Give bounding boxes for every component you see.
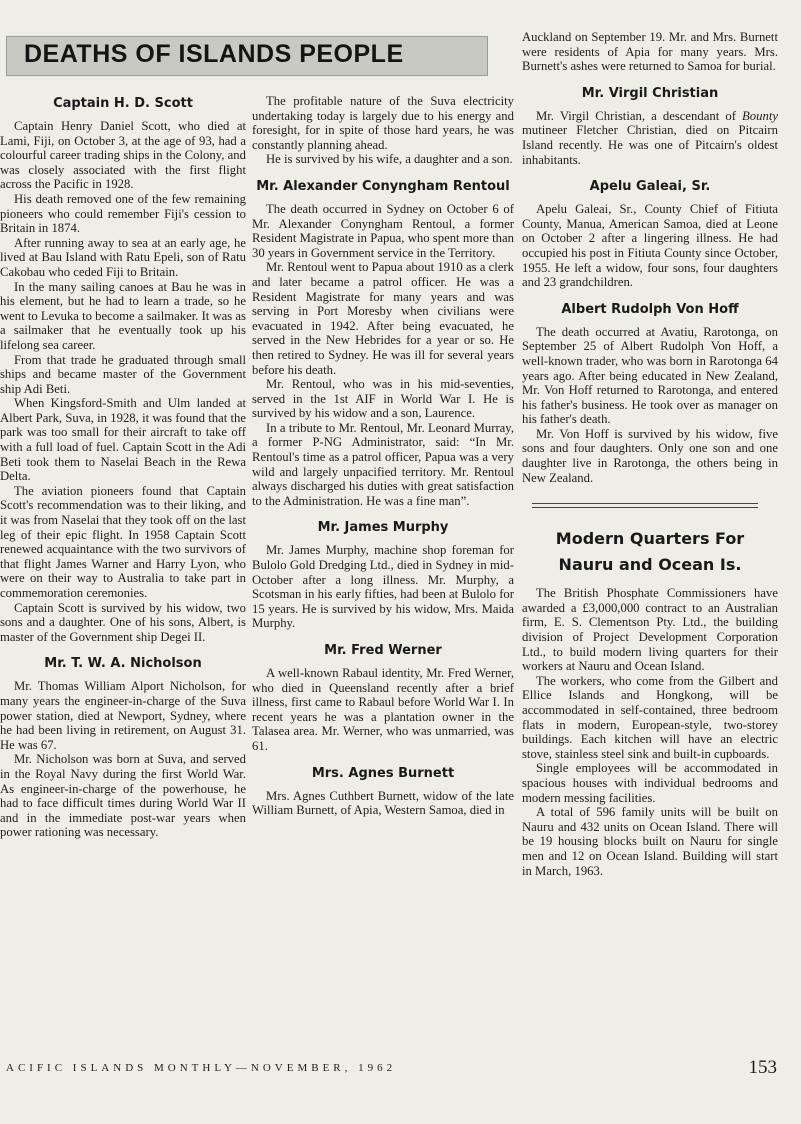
werner-paragraph-1: A well-known Rabaul identity, Mr. Fred Werner, who died in Queensland recently after a brief illness, first came to Rabaul before World War I. In recent years he was a plantation owner in the Talasea area. Mr. Werner, who was unmarried, was 61. bbox=[252, 666, 514, 753]
heading-scott: Captain H. D. Scott bbox=[53, 96, 193, 111]
murphy-paragraph-1: Mr. James Murphy, machine shop foreman for Bulolo Gold Dredging Ltd., died in Sydney in mid-October after a long illness. Mr. Murphy, a Scotsman in his early fifties, had been at Bulolo for 15 years. He is survived by his widow, Mrs. Maida Murphy. bbox=[252, 543, 514, 631]
page-number: 153 bbox=[748, 1057, 777, 1078]
burnett-paragraph-1: Mrs. Agnes Cuthbert Burnett, widow of the late William Burnett, of Apia, Western Samoa, died in bbox=[252, 788, 514, 818]
christian-text-b: mutineer Fletcher Christian, died on Pitcairn Island recently. He was one of Pitcairn's oldest inhabitants. bbox=[522, 123, 778, 167]
heading-vonhoff: Albert Rudolph Von Hoff bbox=[561, 301, 739, 317]
scott-paragraph-4: In the many sailing canoes at Bau he was in his element, but he had to learn a trade, so he went to Levuka to become a sailmaker. It was as a sailmaker that he eventually took up his lifelong sea career. bbox=[0, 279, 246, 352]
scott-paragraph-8: Captain Scott is survived by his widow, two sons and a daughter. One of his sons, Albert, is master of the Government ship Degei II. bbox=[0, 600, 246, 644]
scott-paragraph-7: The aviation pioneers found that Captain Scott's recommendation was to their liking, and it was from Naselai that they took off on the last leg of their epic flight. In 1958 Captain Scott renewed acquaintance with the two survivors of that flight James Warner and Harry Lyon, who were on their way to Australia to take part in commemoration ceremonies. bbox=[0, 483, 246, 600]
heading-christian: Mr. Virgil Christian bbox=[581, 85, 719, 101]
heading-nicholson: Mr. T. W. A. Nicholson bbox=[44, 656, 202, 672]
vonhoff-paragraph-2: Mr. Von Hoff is survived by his widow, five sons and four daughters. Only one son and one daughter live in Rarotonga, the others being in New Zealand. bbox=[522, 426, 778, 485]
burnett-paragraph-2: Auckland on September 19. Mr. and Mrs. Burnett were residents of Apia for many years. Mrs. Burnett's ashes were returned to Samoa for burial. bbox=[522, 30, 778, 74]
heading-werner: Mr. Fred Werner bbox=[324, 643, 442, 658]
rentoul-paragraph-2: Mr. Rentoul went to Papua about 1910 as a clerk and later became a patrol officer. He was a Resident Magistrate for many years and was serving in Port Moresby when civilians were evacuated in 1942. After being evacuated, he served in the New Hebrides for a year or so. He then retired to Sydney. He was ill for several years before his death. bbox=[252, 260, 514, 377]
nicholson-paragraph-3: The profitable nature of the Suva electricity undertaking today is largely due to his energy and foresight, for in spite of those hard years, he was constantly planning ahead. bbox=[252, 94, 514, 152]
christian-paragraph-1 bbox=[522, 109, 778, 167]
nauru-paragraph-3: Single employees will be accommodated in spacious houses with individual bedrooms and modern messing facilities. bbox=[522, 761, 778, 805]
heading-nauru-line-1: Modern Quarters For bbox=[555, 529, 745, 549]
heading-nauru-line-2: Nauru and Ocean Is. bbox=[558, 555, 742, 575]
nicholson-paragraph-4: He is survived by his wife, a daughter and a son. bbox=[266, 152, 513, 167]
rentoul-paragraph-4: In a tribute to Mr. Rentoul, Mr. Leonard Murray, a former P-NG Administrator, said: “In Mr. Rentoul's time as a patrol officer, Papua was a very wild and largely unpacified territory. Mr. Rentoul always discharged his duties with great satisfaction to the Administration. He was a fine man”. bbox=[252, 420, 514, 508]
footer-text: ACIFIC ISLANDS MONTHLY—NOVEMBER, 1962 bbox=[6, 1062, 397, 1074]
rentoul-paragraph-1: The death occurred in Sydney on October 6 of Mr. Alexander Conyngham Rentoul, a former Resident Magistrate in Papua, who spent more than 30 years in Government service in the Territory. bbox=[252, 201, 514, 260]
nicholson-paragraph-1: Mr. Thomas William Alport Nicholson, for many years the engineer-in-charge of the Suva power station, died at Newport, Sydney, where he had been living in retirement, on August 31. He was 67. bbox=[0, 679, 246, 752]
page-footer bbox=[6, 1062, 786, 1074]
scott-paragraph-6: When Kingsford-Smith and Ulm landed at Albert Park, Suva, in 1928, it was found that the park was too small for their aircraft to take off with a full load of fuel. Captain Scott in the Adi Beti took them to Naselai Beach in the Rewa Delta. bbox=[0, 396, 246, 484]
heading-burnett: Mrs. Agnes Burnett bbox=[311, 765, 455, 781]
scott-paragraph-3: After running away to sea at an early age, he lived at Bau Island with Ratu Epeli, son of Ratu Cakobau who ceded Fiji to Britain. bbox=[0, 235, 246, 279]
page-title: DEATHS OF ISLANDS PEOPLE bbox=[24, 40, 404, 68]
heading-galeai: Apelu Galeai, Sr. bbox=[589, 179, 711, 195]
nauru-paragraph-1: The British Phosphate Commissioners have awarded a £3,000,000 contract to an Australian firm, E. S. Clementson Pty. Ltd., the building division of Project Development Corporation Ltd., to build modern living quarters for their workers at Nauru and Ocean Island. bbox=[522, 586, 778, 674]
christian-text-a: Mr. Virgil Christian, a descendant of bbox=[536, 108, 743, 123]
heading-rentoul: Mr. Alexander Conyngham Rentoul bbox=[256, 178, 510, 194]
rentoul-paragraph-3: Mr. Rentoul, who was in his mid-seventies, served in the 1st AIF in World War I. He is survived by his widow and a son, Laurence. bbox=[252, 377, 514, 421]
galeai-paragraph-1: Apelu Galeai, Sr., County Chief of Fitiuta County, Manua, American Samoa, died at Leone on October 2 after a lingering illness. He had occupied his post in Fitiuta County since October, 1955. He left a widow, four sons, four daughters and 23 grandchildren. bbox=[522, 202, 778, 290]
heading-murphy: Mr. James Murphy bbox=[317, 520, 449, 536]
scott-paragraph-1: Captain Henry Daniel Scott, who died at Lami, Fiji, on October 3, at the age of 93, had a colourful career trading ships in the Colony, and was closely associated with the first flight across the Pacific in 1928. bbox=[0, 119, 246, 192]
nauru-paragraph-4: A total of 596 family units will be built on Nauru and 432 units on Ocean Island. There will be 19 housing blocks built on Nauru for single men and 12 on Ocean Island. Building will start in March, 1963. bbox=[522, 805, 778, 878]
scott-paragraph-5: From that trade he graduated through small ships and became master of the Government ship Adi Beti. bbox=[0, 352, 246, 396]
nauru-paragraph-2: The workers, who come from the Gilbert and Ellice Islands and Hongkong, will be accommodated in self-contained, three bedroom flats in modern, European-style, two-storey buildings. Each kitchen will have an electric stove, stainless steel sink and built-in cupboards. bbox=[522, 673, 778, 761]
scott-paragraph-2: His death removed one of the few remaining pioneers who could remember Fiji's cession to Britain in 1874. bbox=[0, 191, 246, 236]
column-1 bbox=[0, 96, 246, 840]
column-3 bbox=[522, 30, 778, 878]
nicholson-paragraph-2: Mr. Nicholson was born at Suva, and served in the Royal Navy during the first World War. As engineer-in-charge of the powerhouse, he had to face difficult times during World War II and in the immediate post-war years when power rationing was necessary. bbox=[0, 752, 246, 840]
ship-name: Bounty bbox=[742, 108, 778, 123]
column-2 bbox=[252, 94, 514, 818]
vonhoff-paragraph-1: The death occurred at Avatiu, Rarotonga, on September 25 of Albert Rudolph Von Hoff, a well-known trader, who was born in Rarotonga 64 years ago. After being educated in New Zealand, Mr. Von Hoff returned to Rarotonga, and entered his father's business. He took over as manager on his father's death. bbox=[522, 324, 778, 427]
